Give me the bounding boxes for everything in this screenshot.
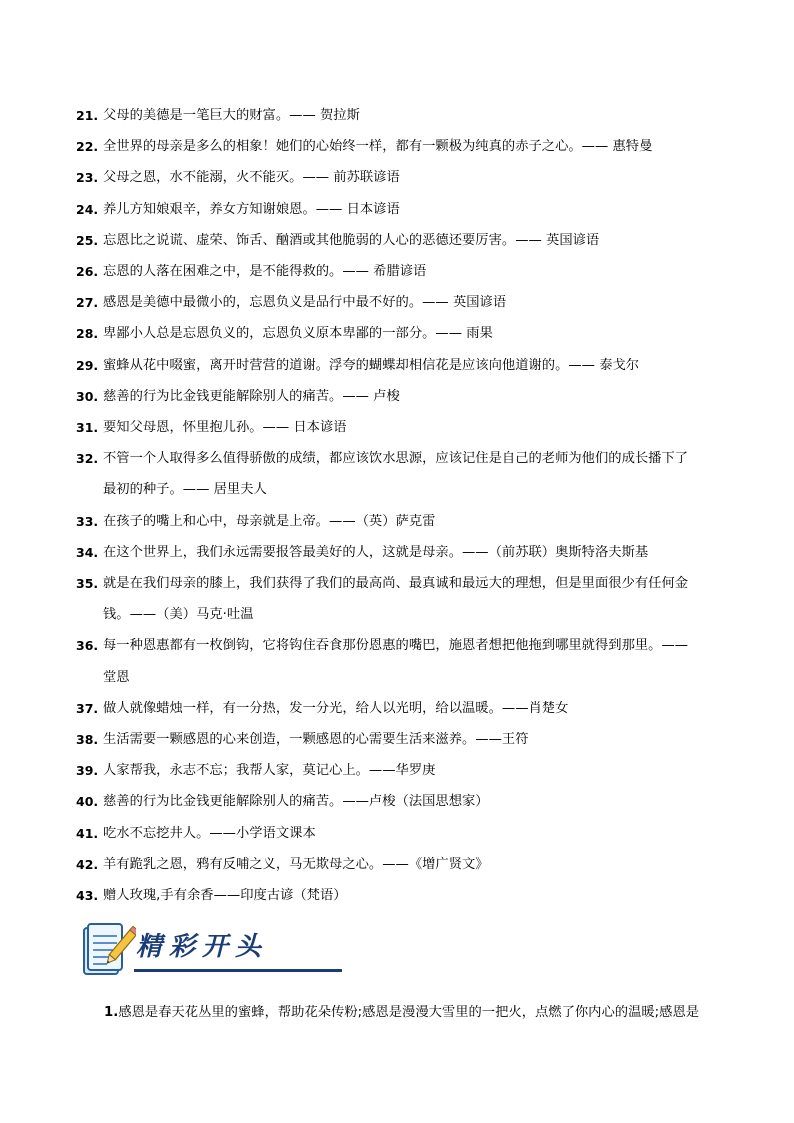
quote-text: 做人就像蜡烛一样，有一分热，发一分光，给人以光明，给以温暖。——肖楚女 [103,700,569,716]
quote-text: 每一种恩惠都有一枚倒钩，它将钩住吞食那份恩惠的嘴巴，施恩者想把他拖到哪里就得到那里。—— [103,638,689,654]
quote-number: 26. [76,264,99,280]
quote-number: 35. [76,576,99,592]
notepad-pencil-icon [80,918,136,982]
quote-text: 父母之恩，水不能溺，火不能灭。—— 前苏联谚语 [103,170,400,186]
quote-number: 39. [76,763,99,779]
quote-list [76,100,736,911]
quote-text: 全世界的母亲是多么的相象！她们的心始终一样，都有一颗极为纯真的赤子之心。—— 惠特曼 [103,139,653,155]
quote-item [76,162,736,193]
quote-item [76,412,736,443]
quote-text: 羊有跪乳之恩，鸦有反哺之义，马无欺母之心。——《增广贤文》 [103,856,489,872]
quote-item [76,537,736,568]
quote-item [76,568,736,599]
quote-text: 要知父母恩，怀里抱儿孙。—— 日本谚语 [103,420,347,436]
quote-number: 40. [76,794,99,810]
quote-text: 慈善的行为比金钱更能解除别人的痛苦。——卢梭（法国思想家） [103,794,489,810]
quote-item [76,880,736,911]
quote-text: 赠人玫瑰,手有余香——印度古谚（梵语） [103,888,347,904]
quote-number: 22. [76,139,99,155]
paragraph-text: 感恩是春天花丛里的蜜蜂，帮助花朵传粉;感恩是漫漫大雪里的一把火，点燃了你内心的温暖;感恩是 [118,1005,700,1020]
quote-item [76,100,736,131]
quote-number: 43. [76,888,99,904]
quote-continuation: 堂恩 [103,669,130,685]
quote-number: 27. [76,295,99,311]
quote-number: 25. [76,232,99,248]
quote-number: 23. [76,170,99,186]
quote-item [76,225,736,256]
quote-item [76,287,736,318]
quote-item [76,350,736,381]
section-title: 精彩开头 [136,932,269,962]
quote-text: 吃水不忘挖井人。——小学语文课本 [103,825,316,841]
quote-item [76,506,736,537]
quote-text: 忘恩的人落在困难之中，是不能得救的。—— 希腊谚语 [103,264,427,280]
quote-text: 生活需要一颗感恩的心来创造，一颗感恩的心需要生活来滋养。——王符 [103,732,529,748]
quote-item [76,724,736,755]
quote-item [76,786,736,817]
quote-item [76,256,736,287]
quote-text: 慈善的行为比金钱更能解除别人的痛苦。—— 卢梭 [103,388,400,404]
quote-number: 36. [76,638,99,654]
quote-text: 感恩是美德中最微小的，忘恩负义是品行中最不好的。—— 英国谚语 [103,295,507,311]
quote-item [76,693,736,724]
quote-text: 父母的美德是一笔巨大的财富。—— 贺拉斯 [103,108,360,123]
quote-text: 忘恩比之说谎、虚荣、饰舌、酗酒或其他脆弱的人心的恶德还要厉害。—— 英国谚语 [103,232,600,248]
quote-number: 28. [76,326,99,342]
quote-number: 33. [76,513,99,529]
quote-text: 养儿方知娘艰辛，养女方知谢娘恩。—— 日本谚语 [103,201,400,217]
title-underline [134,969,342,972]
quote-text: 在孩子的嘴上和心中，母亲就是上帝。——（英）萨克雷 [103,513,436,529]
quote-number: 37. [76,700,99,716]
quote-number: 34. [76,544,99,560]
quote-number: 21. [76,108,99,123]
quote-item [76,131,736,162]
quote-item [76,755,736,786]
section-heading [80,918,280,982]
quote-item [76,818,736,849]
quote-number: 31. [76,420,99,436]
quote-number: 24. [76,201,99,217]
opening-paragraph [104,1000,744,1026]
quote-number: 29. [76,357,99,373]
quote-continuation: 钱。——（美）马克·吐温 [103,607,254,623]
quote-text: 就是在我们母亲的膝上，我们获得了我们的最高尚、最真诚和最远大的理想，但是里面很少有任何金 [103,576,689,592]
quote-text: 卑鄙小人总是忘恩负义的，忘恩负义原本卑鄙的一部分。—— 雨果 [103,326,493,342]
quote-text: 人家帮我，永志不忘；我帮人家，莫记心上。——华罗庚 [103,763,436,779]
quote-item [76,443,736,474]
quote-item [76,194,736,225]
quote-continuation: 最初的种子。—— 居里夫人 [103,482,267,498]
quote-item [76,318,736,349]
quote-number: 42. [76,856,99,872]
quote-number: 41. [76,825,99,841]
quote-number: 38. [76,732,99,748]
quote-number: 32. [76,451,99,467]
quote-text: 在这个世界上，我们永远需要报答最美好的人，这就是母亲。——（前苏联）奥斯特洛夫斯基 [103,544,649,560]
quote-item [76,849,736,880]
quote-text: 蜜蜂从花中啜蜜，离开时营营的道谢。浮夸的蝴蝶却相信花是应该向他道谢的。—— 泰戈尔 [103,357,640,373]
quote-number: 30. [76,388,99,404]
quote-item [76,381,736,412]
quote-text: 不管一个人取得多么值得骄傲的成绩，都应该饮水思源，应该记住是自己的老师为他们的成长播下了 [103,451,689,467]
paragraph-number: 1. [104,1005,119,1020]
quote-item [76,630,736,661]
